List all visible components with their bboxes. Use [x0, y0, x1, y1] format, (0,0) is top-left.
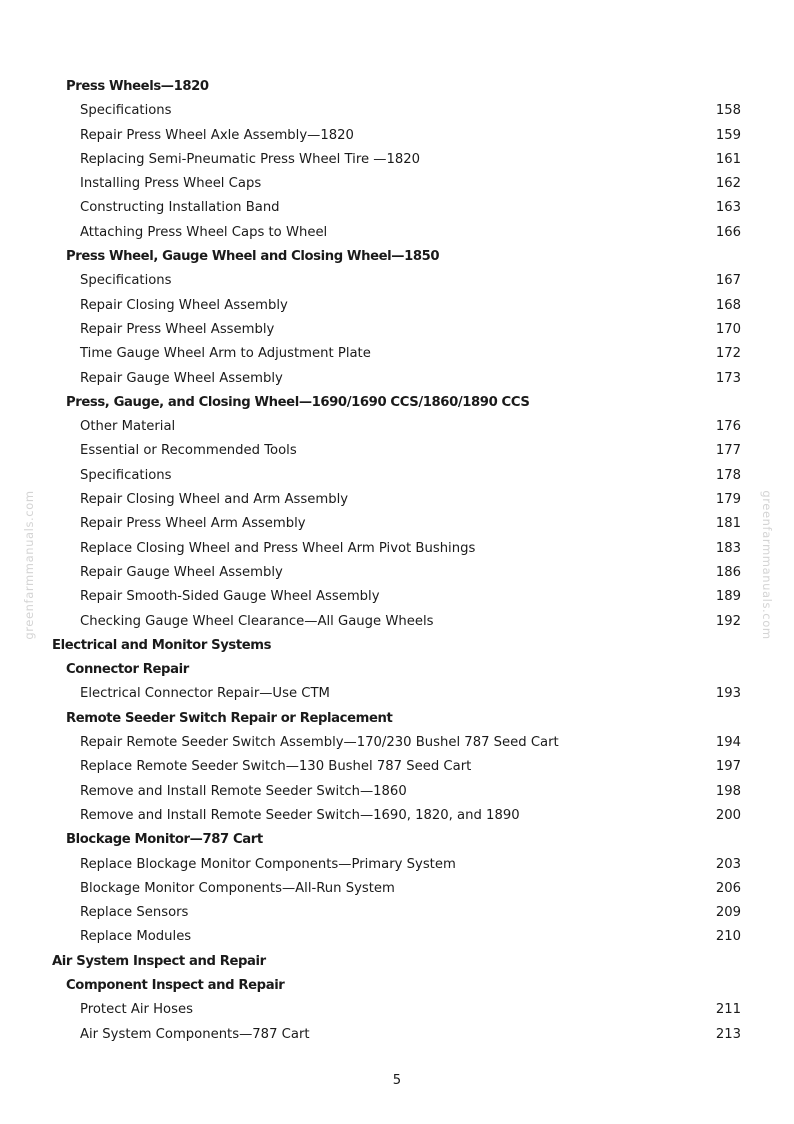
toc-entry[interactable] — [0, 439, 794, 463]
toc-entry[interactable] — [0, 221, 794, 245]
toc-entry-page-number: 172 — [715, 346, 741, 362]
toc-entry-page-number: 198 — [715, 783, 741, 799]
toc-entry[interactable] — [0, 269, 794, 293]
table-of-contents — [0, 75, 794, 1047]
toc-entry[interactable] — [0, 610, 794, 634]
toc-entry[interactable] — [0, 367, 794, 391]
toc-entry-page-number: 192 — [715, 613, 741, 629]
toc-entry-title: Blockage Monitor—787 Cart — [66, 832, 263, 848]
toc-entry-title: Repair Closing Wheel and Arm Assembly — [80, 492, 349, 508]
toc-entry-title: Protect Air Hoses — [80, 1002, 193, 1018]
toc-entry-title: Checking Gauge Wheel Clearance—All Gauge Wheels — [80, 613, 434, 629]
toc-entry-page-number: 163 — [715, 200, 741, 216]
toc-entry[interactable] — [0, 1023, 794, 1047]
toc-entry-page-number: 210 — [715, 929, 741, 945]
toc-entry[interactable] — [0, 998, 794, 1022]
toc-entry-title: Attaching Press Wheel Caps to Wheel — [80, 224, 328, 240]
toc-entry-page-number: 168 — [715, 297, 741, 313]
toc-section-heading[interactable] — [0, 950, 794, 974]
toc-entry[interactable] — [0, 877, 794, 901]
toc-entry-title: Replacing Semi-Pneumatic Press Wheel Tire —1820 — [80, 151, 421, 167]
toc-entry-title: Repair Remote Seeder Switch Assembly—170/230 Bushel 787 Seed Cart — [80, 735, 559, 751]
toc-entry[interactable] — [0, 537, 794, 561]
toc-entry-title: Blockage Monitor Components—All-Run System — [80, 880, 395, 896]
toc-entry-title: Press, Gauge, and Closing Wheel—1690/1690 CCS/1860/1890 CCS — [66, 394, 530, 410]
toc-entry-title: Repair Press Wheel Assembly — [80, 321, 275, 337]
toc-entry-page-number: 170 — [715, 321, 741, 337]
toc-entry-title: Remove and Install Remote Seeder Switch—1690, 1820, and 1890 — [80, 807, 520, 823]
toc-entry-title: Other Material — [80, 419, 176, 435]
toc-entry-page-number: 158 — [715, 103, 741, 119]
toc-entry-title: Specifications — [80, 467, 172, 483]
toc-entry-page-number: 162 — [715, 176, 741, 192]
toc-entry-page-number: 211 — [715, 1002, 741, 1018]
toc-entry[interactable] — [0, 901, 794, 925]
toc-entry[interactable] — [0, 148, 794, 172]
toc-entry-title: Specifications — [80, 273, 172, 289]
toc-subsection-heading[interactable] — [0, 391, 794, 415]
toc-section-heading[interactable] — [0, 634, 794, 658]
toc-entry[interactable] — [0, 124, 794, 148]
toc-entry-title: Replace Modules — [80, 929, 192, 945]
toc-entry[interactable] — [0, 415, 794, 439]
toc-entry-title: Time Gauge Wheel Arm to Adjustment Plate — [80, 346, 371, 362]
toc-entry-page-number: 167 — [715, 273, 741, 289]
toc-entry-page-number: 213 — [715, 1026, 741, 1042]
toc-entry-page-number: 176 — [715, 419, 741, 435]
toc-entry-page-number: 173 — [715, 370, 741, 386]
toc-entry[interactable] — [0, 172, 794, 196]
toc-entry-page-number: 178 — [715, 467, 741, 483]
toc-entry[interactable] — [0, 488, 794, 512]
toc-entry-title: Remove and Install Remote Seeder Switch—1860 — [80, 783, 407, 799]
toc-entry-title: Repair Gauge Wheel Assembly — [80, 564, 283, 580]
toc-entry-title: Press Wheel, Gauge Wheel and Closing Wheel—1850 — [66, 249, 440, 265]
toc-entry-page-number: 200 — [715, 807, 741, 823]
toc-entry-page-number: 197 — [715, 759, 741, 775]
toc-entry-title: Repair Press Wheel Arm Assembly — [80, 516, 306, 532]
toc-entry-title: Repair Smooth-Sided Gauge Wheel Assembly — [80, 589, 380, 605]
toc-subsection-heading[interactable] — [0, 974, 794, 998]
toc-entry[interactable] — [0, 196, 794, 220]
toc-entry-title: Replace Remote Seeder Switch—130 Bushel 787 Seed Cart — [80, 759, 472, 775]
toc-entry-title: Press Wheels—1820 — [66, 79, 209, 94]
toc-entry-title: Electrical and Monitor Systems — [52, 637, 272, 653]
toc-entry-page-number: 177 — [715, 443, 741, 459]
toc-entry-page-number: 181 — [715, 516, 741, 532]
toc-entry-page-number: 161 — [715, 151, 741, 167]
toc-entry-page-number: 206 — [715, 880, 741, 896]
watermark-right: greenfarmmanuals.com — [760, 490, 774, 640]
toc-entry-title: Air System Components—787 Cart — [80, 1026, 310, 1042]
page-number: 5 — [392, 1073, 402, 1088]
toc-entry-title: Connector Repair — [66, 662, 189, 678]
toc-entry-title: Remote Seeder Switch Repair or Replacement — [66, 710, 393, 726]
toc-entry[interactable] — [0, 853, 794, 877]
toc-entry[interactable] — [0, 780, 794, 804]
toc-entry-page-number: 209 — [715, 905, 741, 921]
toc-entry-title: Replace Blockage Monitor Components—Primary System — [80, 856, 456, 872]
toc-entry[interactable] — [0, 512, 794, 536]
toc-subsection-heading[interactable] — [0, 658, 794, 682]
toc-entry[interactable] — [0, 318, 794, 342]
toc-entry-title: Repair Gauge Wheel Assembly — [80, 370, 283, 386]
toc-entry-title: Component Inspect and Repair — [66, 977, 285, 993]
toc-entry[interactable] — [0, 342, 794, 366]
toc-entry-page-number: 159 — [715, 127, 741, 143]
toc-entry-page-number: 203 — [715, 856, 741, 872]
toc-entry-title: Repair Press Wheel Axle Assembly—1820 — [80, 127, 354, 143]
toc-entry[interactable] — [0, 294, 794, 318]
toc-entry-page-number: 193 — [715, 686, 741, 702]
toc-entry[interactable] — [0, 925, 794, 949]
toc-subsection-heading[interactable] — [0, 828, 794, 852]
toc-entry-title: Installing Press Wheel Caps — [80, 176, 262, 192]
toc-entry[interactable] — [0, 731, 794, 755]
toc-entry-page-number: 166 — [715, 224, 741, 240]
toc-subsection-heading[interactable] — [0, 707, 794, 731]
toc-entry[interactable] — [0, 585, 794, 609]
toc-entry-title: Replace Closing Wheel and Press Wheel Arm Pivot Bushings — [80, 540, 476, 556]
toc-subsection-heading[interactable] — [0, 245, 794, 269]
toc-entry-title: Essential or Recommended Tools — [80, 443, 297, 459]
toc-entry-title: Constructing Installation Band — [80, 200, 280, 216]
toc-entry-page-number: 189 — [715, 589, 741, 605]
toc-entry-title: Repair Closing Wheel Assembly — [80, 297, 288, 313]
toc-entry[interactable] — [0, 561, 794, 585]
toc-entry[interactable] — [0, 682, 794, 706]
toc-entry-page-number: 186 — [715, 564, 741, 580]
toc-subsection-heading[interactable] — [0, 75, 794, 99]
toc-entry[interactable] — [0, 804, 794, 828]
watermark-left: greenfarmmanuals.com — [22, 490, 36, 640]
toc-entry-title: Electrical Connector Repair—Use CTM — [80, 686, 330, 702]
toc-entry[interactable] — [0, 755, 794, 779]
toc-entry[interactable] — [0, 99, 794, 123]
toc-entry-title: Replace Sensors — [80, 905, 189, 921]
toc-entry-title: Air System Inspect and Repair — [52, 953, 266, 969]
toc-entry-page-number: 194 — [715, 735, 741, 751]
toc-entry-page-number: 183 — [715, 540, 741, 556]
toc-entry[interactable] — [0, 464, 794, 488]
toc-entry-page-number: 179 — [715, 492, 741, 508]
toc-entry-title: Specifications — [80, 103, 172, 119]
